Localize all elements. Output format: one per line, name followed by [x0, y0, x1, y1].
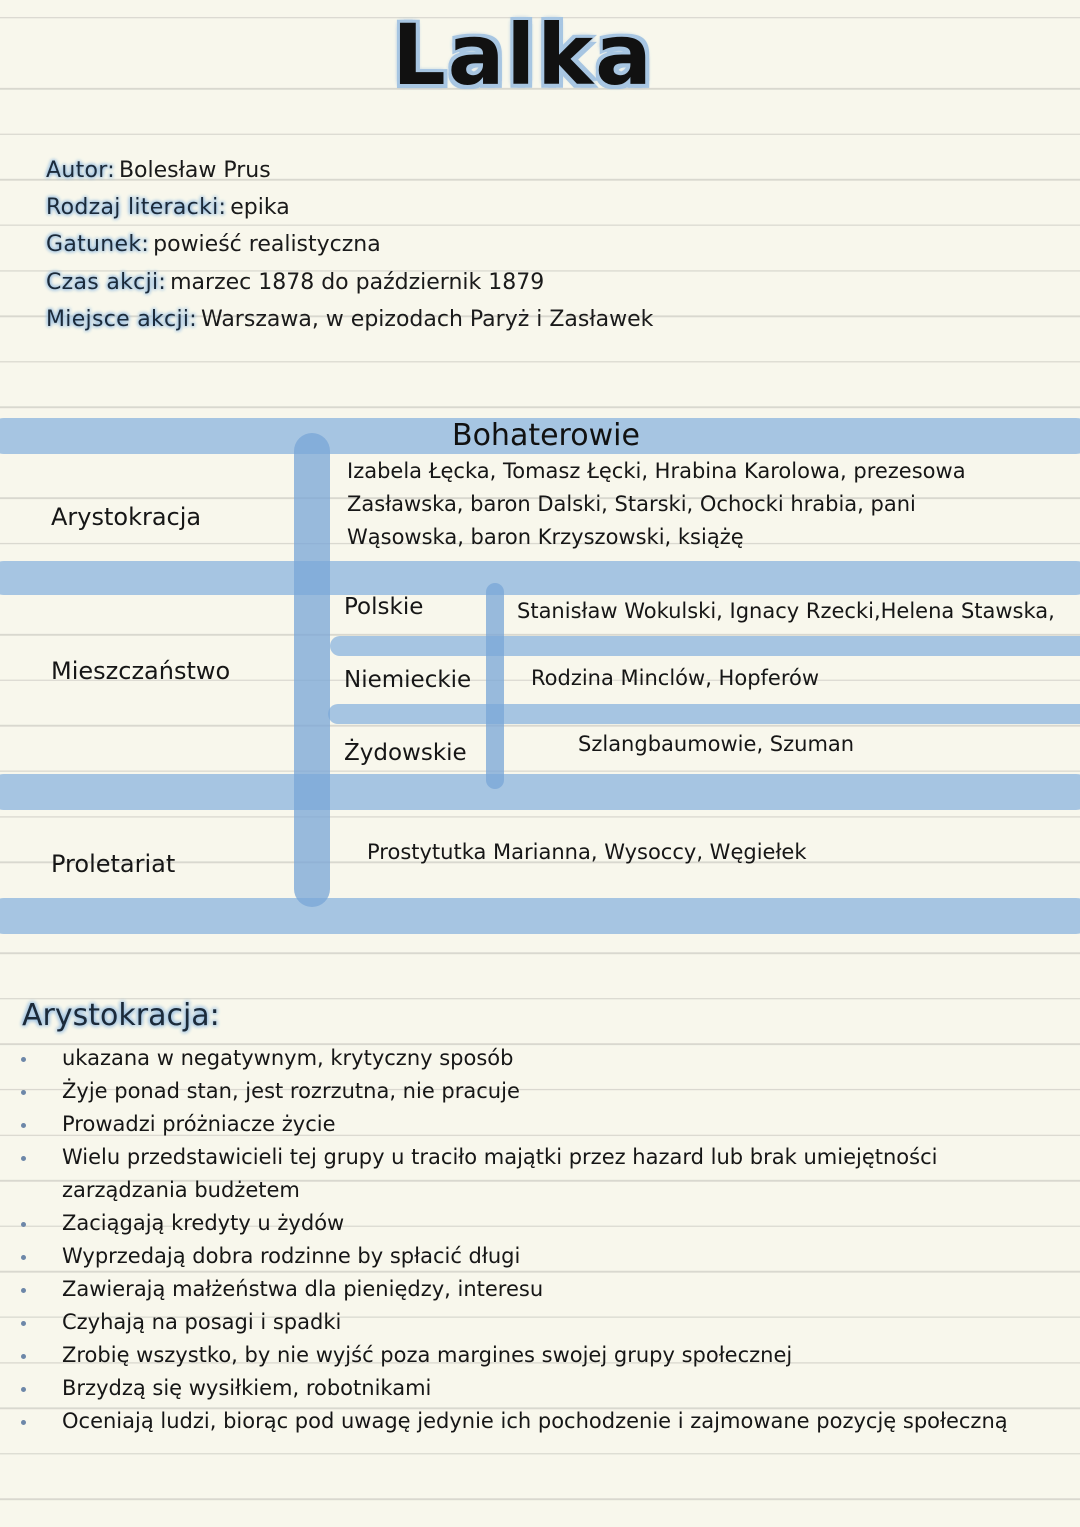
bullet-icon [21, 1255, 26, 1260]
list-item-text: Czyhają na posagi i spadki [62, 1310, 342, 1334]
info-label: Miejsce akcji: [46, 307, 197, 332]
table-header: Bohaterowie [452, 418, 640, 453]
list-item-text: Wielu przedstawicieli tej grupy u traciło majątki przez hazard lub brak umiejętności zarządzania budżetem [62, 1145, 938, 1202]
list-item [0, 1405, 1022, 1438]
info-value: powieść realistyczna [153, 232, 381, 257]
subrow-value-polskie: Stanisław Wokulski, Ignacy Rzecki,Helena Stawska, [517, 599, 1055, 623]
bullet-icon [21, 1090, 26, 1095]
subcolumn-divider-bar [486, 583, 504, 789]
list-item [0, 1042, 1022, 1075]
info-genre [46, 230, 381, 260]
subrow-divider-bar [328, 704, 1080, 724]
subrow-label-zydowskie: Żydowskie [344, 740, 467, 766]
info-label: Gatunek: [46, 232, 150, 257]
info-label: Czas akcji: [46, 270, 167, 295]
info-time [46, 268, 544, 298]
row-value-line: Izabela Łęcka, Tomasz Łęcki, Hrabina Karolowa, prezesowa [347, 459, 966, 483]
page-title: Lalka [392, 6, 654, 104]
section-title: Arystokracja: [22, 998, 220, 1033]
list-item [0, 1306, 1022, 1339]
bullet-icon [21, 1387, 26, 1392]
bullet-list [0, 1042, 1080, 1438]
info-value: Warszawa, w epizodach Paryż i Zasławek [200, 307, 654, 332]
bullet-icon [21, 1222, 26, 1227]
list-item-text: Zaciągają kredyty u żydów [62, 1211, 345, 1235]
bullet-icon [21, 1123, 26, 1128]
list-item [0, 1141, 1022, 1207]
bullet-icon [21, 1156, 26, 1161]
subrow-value-zydowskie: Szlangbaumowie, Szuman [578, 732, 855, 756]
list-item [0, 1339, 1022, 1372]
row-value-line: Zasławska, baron Dalski, Starski, Ochocki hrabia, pani [347, 492, 916, 516]
info-value: Bolesław Prus [118, 158, 271, 183]
list-item-text: Zrobię wszystko, by nie wyjść poza margines swojej grupy społecznej [62, 1343, 793, 1367]
bullet-icon [21, 1057, 26, 1062]
row-value-line: Wąsowska, baron Krzyszowski, książę [347, 525, 744, 549]
column-divider-bar [294, 433, 330, 907]
info-label: Autor: [46, 158, 115, 183]
list-item-text: Prowadzi próżniacze życie [62, 1112, 336, 1136]
info-value: epika [230, 195, 290, 220]
subrow-label-polskie: Polskie [344, 594, 424, 620]
row-label-proletariat: Proletariat [51, 850, 176, 878]
list-item-text: Oceniają ludzi, biorąc pod uwagę jedynie ich pochodzenie i zajmowane pozycję społeczną [62, 1409, 1008, 1433]
list-item [0, 1108, 1022, 1141]
table-bottom-bar [0, 898, 1080, 934]
row-divider-bar [0, 561, 1080, 595]
list-item [0, 1240, 1022, 1273]
list-item [0, 1273, 1022, 1306]
info-author [46, 156, 271, 186]
subrow-value-niemieckie: Rodzina Minclów, Hopferów [531, 666, 820, 690]
bullet-icon [21, 1321, 26, 1326]
bullet-icon [21, 1288, 26, 1293]
list-item-text: Wyprzedają dobra rodzinne by spłacić długi [62, 1244, 521, 1268]
list-item [0, 1372, 1022, 1405]
row-value-proletariat: Prostytutka Marianna, Wysoccy, Węgiełek [367, 840, 807, 864]
list-item [0, 1207, 1022, 1240]
info-label: Rodzaj literacki: [46, 195, 227, 220]
subrow-label-niemieckie: Niemieckie [344, 667, 472, 693]
list-item-text: ukazana w negatywnym, krytyczny sposób [62, 1046, 514, 1070]
list-item-text: Żyje ponad stan, jest rozrzutna, nie pracuje [62, 1079, 520, 1103]
info-literary-kind [46, 193, 290, 223]
row-label-arystokracja: Arystokracja [51, 503, 202, 531]
info-value: marzec 1878 do październik 1879 [170, 270, 545, 295]
list-item-text: Brzydzą się wysiłkiem, robotnikami [62, 1376, 432, 1400]
row-label-mieszczanstwo: Mieszczaństwo [51, 657, 231, 685]
subrow-divider-bar [330, 636, 1080, 656]
info-place [46, 305, 653, 335]
row-divider-bar [0, 774, 1080, 810]
list-item-text: Zawierają małżeństwa dla pieniędzy, interesu [62, 1277, 544, 1301]
bullet-icon [21, 1420, 26, 1425]
bullet-icon [21, 1354, 26, 1359]
list-item [0, 1075, 1022, 1108]
